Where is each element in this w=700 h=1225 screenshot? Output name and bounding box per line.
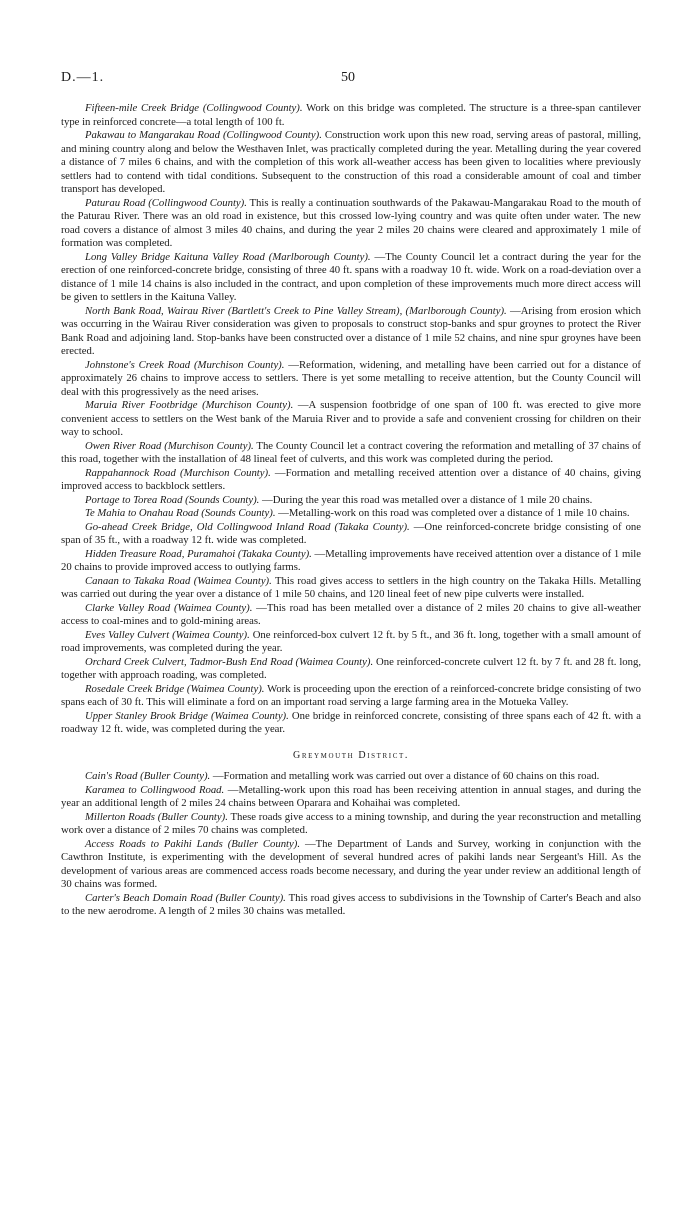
- entry-title: Eves Valley Culvert (Waimea County).: [85, 628, 250, 641]
- road-entry: [61, 129, 641, 197]
- road-entry: [61, 494, 641, 508]
- entry-text: —This road has been metalled over a distance of 2 miles 20 chains to give all-weather access to coal-mines and to gold-mining areas.: [61, 601, 641, 627]
- road-entry: [61, 399, 641, 440]
- entry-text: —The Department of Lands and Survey, working in conjunction with the Cawthron Institute, is experimenting with the development of several hundred acres of pakihi lands near Sergeant's Hill. As the development of various areas are commenced access roads become necessary, and during the year under review an additional length of 30 chains was formed.: [61, 837, 641, 890]
- entry-text: These roads give access to a mining township, and during the year reconstruction and metalling work over a distance of 2 miles 70 chains was completed.: [61, 810, 641, 836]
- entry-title: Pakawau to Mangarakau Road (Collingwood County).: [85, 129, 322, 141]
- entry-text: —Arising from erosion which was occurring in the Wairau River consideration was given to proposals to construct stop-banks and spur groynes to protect the River Bank Road and adjoining land. Stop-banks have been constructed over a distance of 1 mile 52 chains, and nine spur groynes have been erected.: [61, 304, 642, 357]
- entry-title: Fifteen-mile Creek Bridge (Collingwood County).: [85, 102, 303, 114]
- entry-text: —Metalling-work on this road was completed over a distance of 1 mile 10 chains.: [278, 507, 630, 519]
- road-entry: [61, 467, 641, 494]
- entry-title: Te Mahia to Onahau Road (Sounds County).: [85, 507, 276, 519]
- entry-title: Orchard Creek Culvert, Tadmor-Bush End Road (Waimea County).: [85, 655, 374, 668]
- road-entry: [61, 102, 641, 129]
- road-entry: [61, 305, 641, 359]
- entry-text: —Formation and metalling work was carried out over a distance of 60 chains on this road.: [212, 770, 600, 782]
- road-entry: [61, 575, 641, 602]
- road-entry: [61, 359, 641, 400]
- entry-text: Work on this bridge was completed. The structure is a three-span cantilever type in reinforced concrete—a total length of 100 ft.: [61, 102, 641, 128]
- entry-text: —During the year this road was metalled over a distance of 1 mile 20 chains.: [262, 493, 593, 506]
- road-entry: [61, 683, 641, 710]
- road-entry: [61, 440, 641, 467]
- section-heading: Greymouth District.: [293, 749, 409, 761]
- entry-title: Millerton Roads (Buller County).: [85, 810, 228, 823]
- entry-title: Clarke Valley Road (Waimea County).: [85, 601, 253, 614]
- entry-text: —Metalling improvements have received attention over a distance of 1 mile 20 chains to provide improved access to outlying farms.: [61, 547, 642, 573]
- entry-text: —One reinforced-concrete bridge consisting of one span of 35 ft., with a roadway 12 ft. wide was completed.: [61, 520, 641, 546]
- road-entry: [61, 548, 641, 575]
- entry-title: Portage to Torea Road (Sounds County).: [85, 493, 260, 506]
- entry-title: Karamea to Collingwood Road.: [85, 783, 225, 796]
- road-entry: [61, 521, 641, 548]
- road-entry: [61, 197, 641, 251]
- page-header: [61, 70, 641, 90]
- entry-title: Hidden Treasure Road, Puramahoi (Takaka County).: [85, 547, 312, 560]
- entry-text: Work is proceeding upon the erection of a reinforced-concrete bridge consisting of two spans each of 30 ft. This will eliminate a ford on an important road serving a large farming area in the Motueka Valley.: [61, 682, 641, 708]
- road-entry: [61, 656, 641, 683]
- road-entry: [61, 251, 641, 305]
- entry-title: Canaan to Takaka Road (Waimea County).: [85, 574, 272, 587]
- entry-text: One reinforced-box culvert 12 ft. by 5 ft., and 36 ft. long, together with a small amount of road improvements, was completed during the year.: [61, 628, 642, 654]
- entry-title: Paturau Road (Collingwood County).: [85, 196, 247, 209]
- entry-text: —Formation and metalling received attention over a distance of 40 chains, giving improved access to backblock settlers.: [61, 466, 641, 492]
- road-entry: [61, 710, 641, 737]
- entry-title: Rappahannock Road (Murchison County).: [85, 466, 271, 479]
- road-entry: [61, 629, 641, 656]
- entry-text: This road gives access to subdivisions in the Township of Carter's Beach and also to the new aerodrome. A length of 2 miles 30 chains was metalled.: [61, 891, 642, 917]
- entry-title: Go-ahead Creek Bridge, Old Collingwood Inland Road (Takaka County).: [85, 520, 410, 533]
- entry-title: Carter's Beach Domain Road (Buller County).: [85, 891, 286, 904]
- entry-title: Upper Stanley Brook Bridge (Waimea County).: [85, 709, 289, 722]
- page-number: 50: [341, 70, 355, 85]
- entry-title: Long Valley Bridge Kaituna Valley Road (Marlborough County).: [85, 250, 371, 263]
- entry-title: Access Roads to Pakihi Lands (Buller County).: [85, 837, 301, 850]
- document-body: [61, 102, 641, 919]
- entry-title: North Bank Road, Wairau River (Bartlett's Creek to Pine Valley Stream), (Marlborough County).: [85, 304, 507, 317]
- document-reference: D.—1.: [61, 70, 105, 85]
- entry-text: This is really a continuation southwards of the Pakawau-Mangarakau Road to the mouth of the Paturau River. There was an old road in existence, but this crossed low-lying country and was quite often under water. The new road covers a distance of almost 3 miles 40 chains, and during the year 2 miles 20 chains were cleared and approximately 1 mile of formation was completed.: [61, 196, 642, 249]
- entry-text: —A suspension footbridge of one span of 100 ft. was erected to give more convenient access to settlers on the West bank of the Maruia River and to provide a safe and convenient crossing for children on their way to school.: [61, 399, 641, 438]
- road-entry: [61, 602, 641, 629]
- entry-title: Maruia River Footbridge (Murchison County).: [85, 399, 294, 411]
- entry-text: One reinforced-concrete culvert 12 ft. by 7 ft. and 28 ft. long, together with approach roading, was completed.: [61, 655, 642, 681]
- entry-title: Owen River Road (Murchison County).: [85, 439, 254, 452]
- entry-text: —Metalling-work upon this road has been receiving attention in annual stages, and during the year an additional length of 2 miles 24 chains between Oparara and Kohaihai was completed.: [61, 783, 641, 809]
- entry-text: This road gives access to settlers in the high country on the Takaka Hills. Metalling was carried out during the year over a distance of 1 mile 50 chains, and 120 lineal feet of new pipe culverts were installed.: [61, 574, 641, 600]
- road-entry: [61, 784, 641, 811]
- road-entry: [61, 507, 641, 521]
- road-entry: [61, 770, 641, 784]
- entry-title: Cain's Road (Buller County).: [85, 770, 211, 782]
- entry-title: Johnstone's Creek Road (Murchison County).: [85, 358, 285, 371]
- road-entry: [61, 811, 641, 838]
- entry-text: —Reformation, widening, and metalling have been carried out for a distance of approximately 26 chains to improve access to settlers. There is yet some metalling to receive attention, but the County Council will deal with this progressively as the need arises.: [61, 358, 641, 398]
- road-entry: [61, 892, 641, 919]
- entry-text: One bridge in reinforced concrete, consisting of three spans each of 42 ft. with a roadway 12 ft. wide, was completed during the year.: [61, 709, 641, 735]
- entry-text: The County Council let a contract covering the reformation and metalling of 37 chains of this road, together with the installation of 48 lineal feet of culverts, and this work was completed during the period.: [61, 439, 641, 465]
- entry-text: Construction work upon this new road, serving areas of pastoral, milling, and mining country along and below the Westhaven Inlet, was practically completed during the year. Metalling during the year covered a distance of 7 miles 6 chains, and with the completion of this work all-weather access has been given to localities where previously settlers had to contend with tidal conditions. Subsequent to the construction of this road a considerable amount of coal and timber transport has developed.: [61, 129, 642, 195]
- entry-title: Rosedale Creek Bridge (Waimea County).: [85, 682, 265, 695]
- road-entry: [61, 838, 641, 892]
- entry-text: —The County Council let a contract during the year for the erection of one reinforced-concrete bridge, consisting of three 40 ft. spans with a roadway 10 ft. wide. Work on a road-deviation over a distance of 1 mile 14 chains is also included in the contract, and upon completion of these improvements much more direct access will be given to settlers in the Kaituna Valley.: [61, 250, 641, 303]
